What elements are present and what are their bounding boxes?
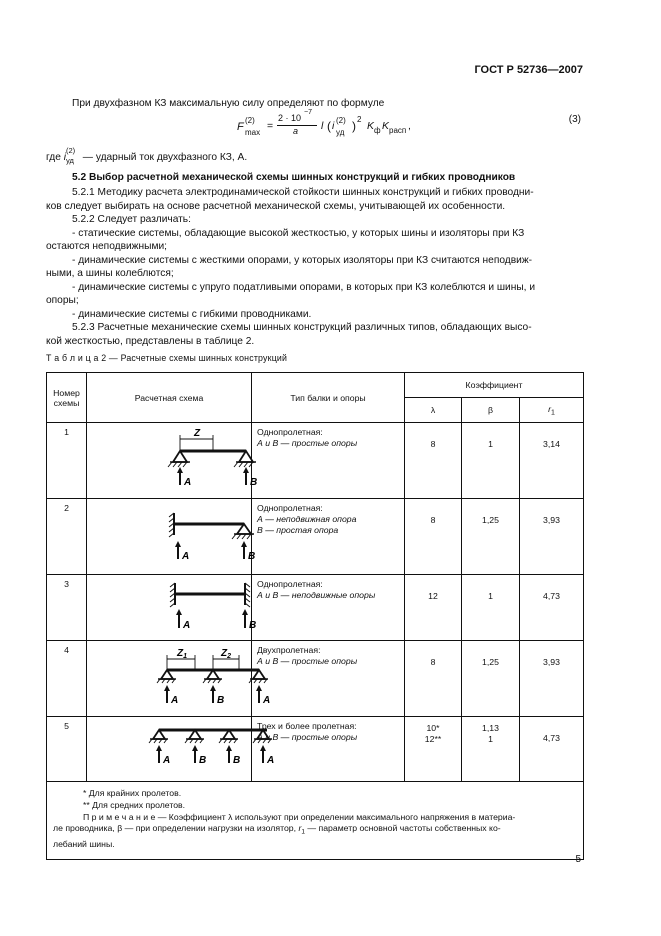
- beam-5: [252, 717, 405, 782]
- formula-k1: K: [367, 121, 374, 132]
- lambda-middle: 12**: [424, 734, 442, 744]
- label-b: B: [199, 755, 207, 766]
- r1-value: 4,73: [520, 575, 584, 641]
- label-z1: $Z_1$: [177, 648, 188, 660]
- where-prefix: где: [46, 152, 64, 163]
- para-10: - динамические системы с гибкими проводниками.: [72, 308, 312, 320]
- note-text: — параметр основной частоты собственных ко-: [305, 823, 501, 834]
- beta-value: [462, 717, 520, 782]
- label-a: A: [183, 620, 191, 631]
- lambda-value: 8: [405, 499, 462, 575]
- label-a: A: [182, 551, 190, 562]
- section-heading: 5.2 Выбор расчетной механической схемы шинных конструкций и гибких проводников: [72, 172, 516, 183]
- label-b: B: [233, 755, 241, 766]
- r1-value: 3,93: [520, 641, 584, 717]
- formula-lhs: F: [237, 121, 244, 133]
- beam-line: В — простая опора: [257, 525, 339, 535]
- label-b: B: [217, 695, 225, 706]
- formula-number: (3): [568, 114, 581, 125]
- formula-numerator-exp: −7: [304, 109, 312, 116]
- row-number: 3: [47, 575, 87, 641]
- beam-4: [252, 641, 405, 717]
- beam-line: А и В — неподвижные опоры: [257, 590, 376, 600]
- header-number: [47, 373, 87, 423]
- note-line: П р и м е ч а н и е — Коэффициент λ используют при определении максимального напряжения в материа-: [83, 811, 516, 822]
- beam-2: [252, 499, 405, 575]
- beam-line: Однопролетная:: [257, 427, 323, 437]
- formula-lhs-sup: (2): [245, 116, 255, 125]
- beta-middle: 1: [488, 734, 493, 744]
- header-number-l2: схемы: [53, 397, 80, 408]
- lambda-value: 8: [405, 641, 462, 717]
- beta-value: 1,25: [462, 499, 520, 575]
- lambda-edge: 10*: [426, 723, 440, 733]
- beam-line: А и В — простые опоры: [257, 438, 358, 448]
- beta-value: 1: [462, 423, 520, 499]
- formula-lhs-sub: max: [245, 128, 261, 137]
- label-a: A: [184, 477, 192, 488]
- footnote-middle: ** Для средних пролетов.: [83, 799, 186, 810]
- para-11: 5.2.3 Расчетные механические схемы шинных конструкций различных типов, обладающих высо-: [72, 322, 532, 333]
- label-a: A: [171, 695, 179, 706]
- para-3: 5.2.2 Следует различать:: [72, 214, 191, 225]
- where-text: — ударный ток двухфазного КЗ, А.: [79, 152, 248, 163]
- table-row: [47, 575, 584, 641]
- formula-k2-sub: расп: [389, 126, 407, 135]
- table-notes-row: [47, 782, 584, 860]
- beam-3: [252, 575, 405, 641]
- where-symbol: i: [63, 152, 66, 163]
- header-r: r: [548, 403, 552, 414]
- table-notes: [47, 782, 584, 860]
- header-scheme: Расчетная схема: [87, 373, 252, 423]
- footnote-edge: * Для крайних пролетов.: [83, 788, 182, 798]
- para-7: ными, а шины колеблются;: [46, 268, 174, 279]
- header-r-sub: 1: [551, 409, 555, 417]
- beta-edge: 1,13: [482, 723, 499, 733]
- row-number: 5: [47, 717, 87, 782]
- para-6: - динамические системы с жесткими опорами, у которых изоляторы при КЗ считаются неподвиж-: [72, 254, 533, 266]
- formula-paren-close: ): [352, 119, 356, 133]
- label-a: A: [163, 755, 171, 766]
- r1-value: 3,93: [520, 499, 584, 575]
- beam-1: [252, 423, 405, 499]
- formula-denominator: a: [293, 126, 299, 136]
- label-a: A: [267, 755, 275, 766]
- table-row: [47, 641, 584, 717]
- beam-line: Однопролетная:: [257, 579, 323, 589]
- note-r: r: [298, 823, 302, 834]
- para-9: опоры;: [46, 295, 79, 306]
- formula-i-sup: (2): [336, 116, 346, 125]
- formula-k1-sub: ф: [374, 126, 381, 135]
- header-lambda: λ: [405, 398, 462, 423]
- note-text: ле проводника, β — при определении нагрузки на изолятор,: [53, 823, 299, 834]
- row-number: 1: [47, 423, 87, 499]
- formula-power: 2: [357, 115, 362, 124]
- scheme-2: [87, 499, 256, 575]
- where-sub: уд: [65, 156, 74, 165]
- row-number: 4: [47, 641, 87, 717]
- where-line: [46, 146, 248, 165]
- label-b: B: [248, 551, 256, 562]
- formula-k2: K: [382, 121, 389, 132]
- document-id: ГОСТ Р 52736—2007: [474, 64, 583, 76]
- header-coef: Коэффициент: [405, 373, 584, 398]
- formula-i-sub: уд: [336, 128, 345, 137]
- intro-text: При двухфазном КЗ максимальную силу определяют по формуле: [72, 98, 385, 109]
- note-line: лебаний шины.: [53, 838, 115, 849]
- formula: F (2) max = 2 · 10 −7 a l ( i (2) уд ) 2 K ф K расп ,: [237, 109, 411, 137]
- table-2: [46, 372, 584, 860]
- beam-line: Трех и более пролетная:: [257, 721, 357, 731]
- header-r1: [520, 398, 584, 423]
- table-caption: Т а б л и ц а 2 — Расчетные схемы шинных конструкций: [46, 353, 288, 363]
- r1-value: 4,73: [520, 717, 584, 782]
- para-5: остаются неподвижными;: [46, 241, 167, 252]
- scheme-3: [87, 575, 257, 641]
- formula-numerator: 2 · 10: [278, 113, 302, 123]
- r1-value: 3,14: [520, 423, 584, 499]
- label-z: Z: [194, 428, 201, 439]
- header-beam: Тип балки и опоры: [252, 373, 405, 423]
- note-r-sub: 1: [301, 829, 305, 837]
- para-8: - динамические системы с упруго податливыми опорами, в которых при КЗ колеблются и шины, и: [72, 281, 536, 293]
- para-1: 5.2.1 Методику расчета электродинамической стойкости шинных конструкций и гибких проводни-: [72, 187, 534, 198]
- label-a: A: [263, 695, 271, 706]
- where-sup: (2): [65, 146, 76, 155]
- table-row: [47, 499, 584, 575]
- beam-line: А — неподвижная опора: [257, 514, 357, 524]
- scheme-1: [87, 423, 258, 499]
- beam-line: Двухпролетная:: [257, 645, 321, 655]
- header-beta: β: [462, 398, 520, 423]
- label-z2: $Z_2$: [221, 648, 232, 660]
- formula-l: l: [321, 121, 324, 132]
- note-line: [53, 823, 577, 839]
- beam-line: А и В — простые опоры: [257, 732, 358, 742]
- label-b: B: [250, 477, 258, 488]
- beta-value: 1: [462, 575, 520, 641]
- table-row: [47, 717, 584, 782]
- lambda-value: 12: [405, 575, 462, 641]
- formula-i: i: [332, 121, 335, 132]
- scheme-4: [87, 641, 271, 717]
- scheme-5: [87, 717, 275, 782]
- header-number-l1: Номер: [53, 387, 80, 398]
- para-4: - статические системы, обладающие высокой жесткостью, у которых шины и изоляторы при КЗ: [72, 227, 525, 239]
- lambda-value: 8: [405, 423, 462, 499]
- para-12: кой жесткостью, представлены в таблице 2.: [46, 335, 255, 347]
- formula-equals: =: [267, 121, 274, 132]
- table-row: [47, 423, 584, 499]
- formula-paren-open: (: [327, 119, 331, 133]
- beam-line: А и В — простые опоры: [257, 656, 358, 666]
- row-number: 2: [47, 499, 87, 575]
- beam-line: Однопролетная:: [257, 503, 323, 513]
- beta-value: 1,25: [462, 641, 520, 717]
- page-number: 5: [575, 854, 581, 865]
- lambda-value: [405, 717, 462, 782]
- para-2: ков следует выбирать на основе расчетной механической схемы, учитывающей их особенности.: [46, 200, 506, 212]
- label-b: B: [249, 620, 257, 631]
